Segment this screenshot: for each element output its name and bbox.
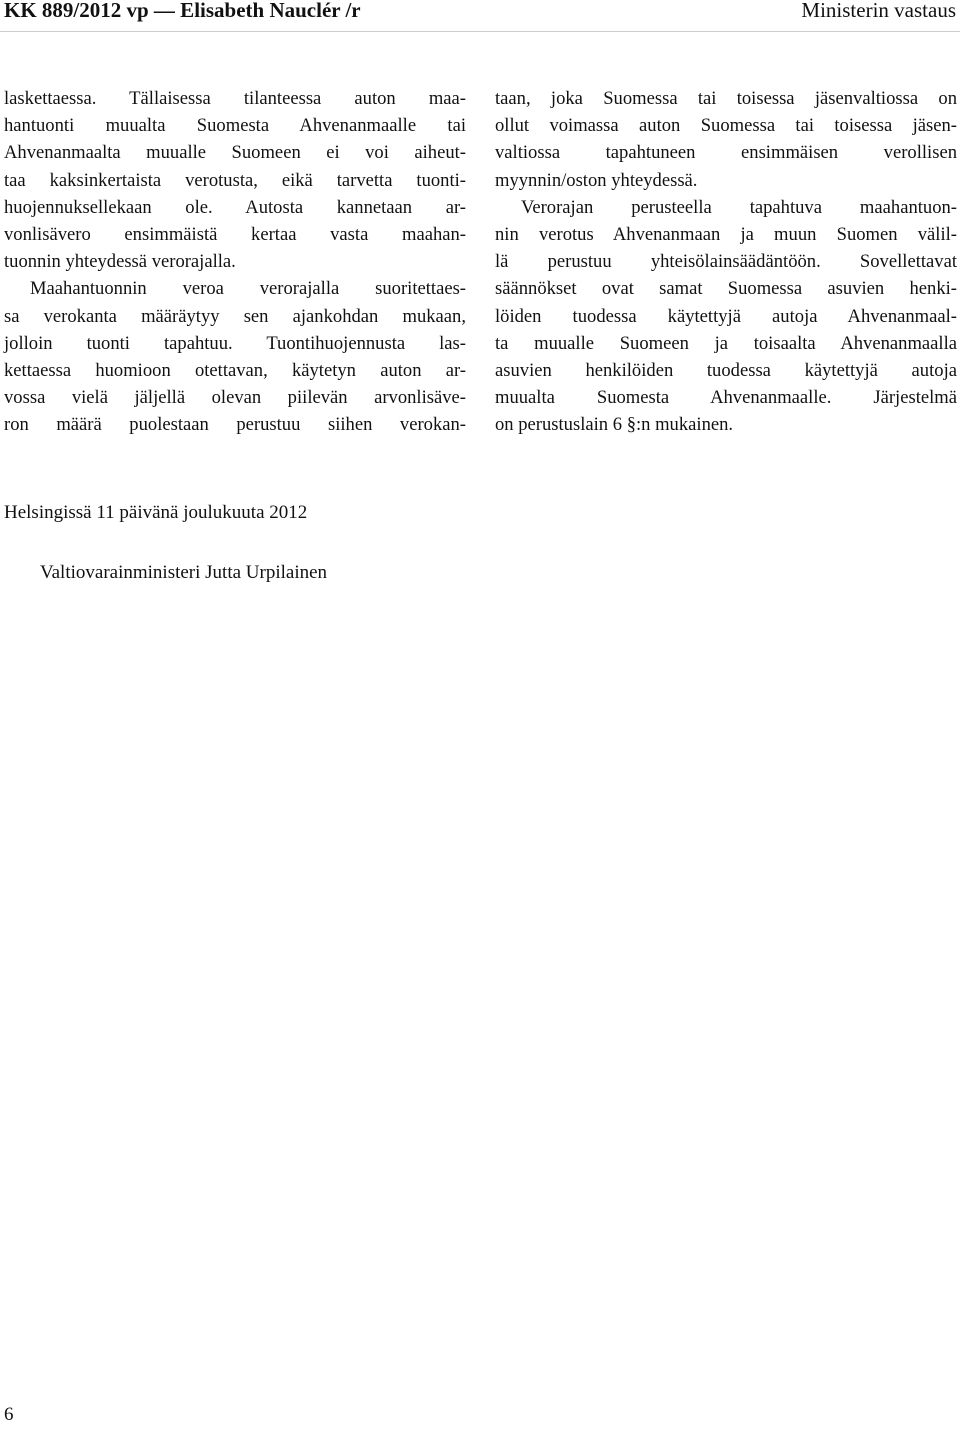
text-line: Verorajan perusteella tapahtuva maahantuon-	[521, 196, 957, 218]
text-line: Maahantuonnin veroa verorajalla suoritettaes-	[30, 278, 466, 300]
text-line: Ahvenanmaalta muualle Suomeen ei voi aiheut-	[4, 142, 466, 164]
text-line: muualta Suomesta Ahvenanmaalle. Järjestelmä	[495, 387, 957, 409]
text-line: myynnin/oston yhteydessä.	[495, 169, 698, 191]
text-line: ron määrä puolestaan perustuu siihen verokan-	[4, 414, 466, 436]
signature-line: Valtiovarainministeri Jutta Urpilainen	[40, 562, 328, 583]
section-title: Ministerin vastaus	[801, 0, 956, 22]
text-line: tuonnin yhteydessä verorajalla.	[4, 251, 236, 273]
text-line: valtiossa tapahtuneen ensimmäisen verollisen	[495, 142, 957, 164]
text-line: löiden tuodessa käytettyjä autoja Ahvenanmaal-	[495, 305, 957, 327]
text-line: taa kaksinkertaista verotusta, eikä tarvetta tuonti-	[4, 169, 466, 191]
text-line: vonlisävero ensimmäistä kertaa vasta maahan-	[4, 223, 466, 245]
text-line: taan, joka Suomessa tai toisessa jäsenvaltiossa on	[495, 88, 957, 109]
text-line: hantuonti muualta Suomesta Ahvenanmaalle tai	[4, 115, 466, 137]
text-line: on perustuslain 6 §:n mukainen.	[495, 414, 734, 436]
text-line: asuvien henkilöiden tuodessa käytettyjä autoja	[495, 359, 957, 381]
page-number: 6	[4, 1404, 14, 1425]
text-line: ta muualle Suomeen ja toisaalta Ahvenanmaalla	[495, 332, 957, 354]
text-line: laskettaessa. Tällaisessa tilanteessa auton maa-	[4, 88, 466, 109]
header-divider	[0, 31, 960, 32]
text-line: säännökset ovat samat Suomessa asuvien henki-	[495, 278, 957, 300]
left-column	[4, 85, 466, 438]
text-line: huojennuksellekaan ole. Autosta kannetaan ar-	[4, 196, 466, 218]
text-line: jolloin tuonti tapahtuu. Tuontihuojennusta las-	[4, 332, 466, 354]
right-column	[495, 85, 957, 438]
text-line: lä perustuu yhteisölainsäädäntöön. Sovellettavat	[495, 251, 957, 273]
text-line: ollut voimassa auton Suomessa tai toisessa jäsen-	[495, 115, 957, 137]
text-line: nin verotus Ahvenanmaan ja muun Suomen välil-	[495, 223, 957, 245]
date-place-line: Helsingissä 11 päivänä joulukuuta 2012	[4, 502, 308, 523]
text-line: vossa vielä jäljellä olevan piilevän arvonlisäve-	[4, 387, 466, 409]
document-reference: KK 889/2012 vp — Elisabeth Nauclér /r	[4, 0, 361, 22]
text-line: sa verokanta määräytyy sen ajankohdan mukaan,	[4, 305, 466, 327]
text-line: kettaessa huomioon otettavan, käytetyn auton ar-	[4, 359, 466, 381]
